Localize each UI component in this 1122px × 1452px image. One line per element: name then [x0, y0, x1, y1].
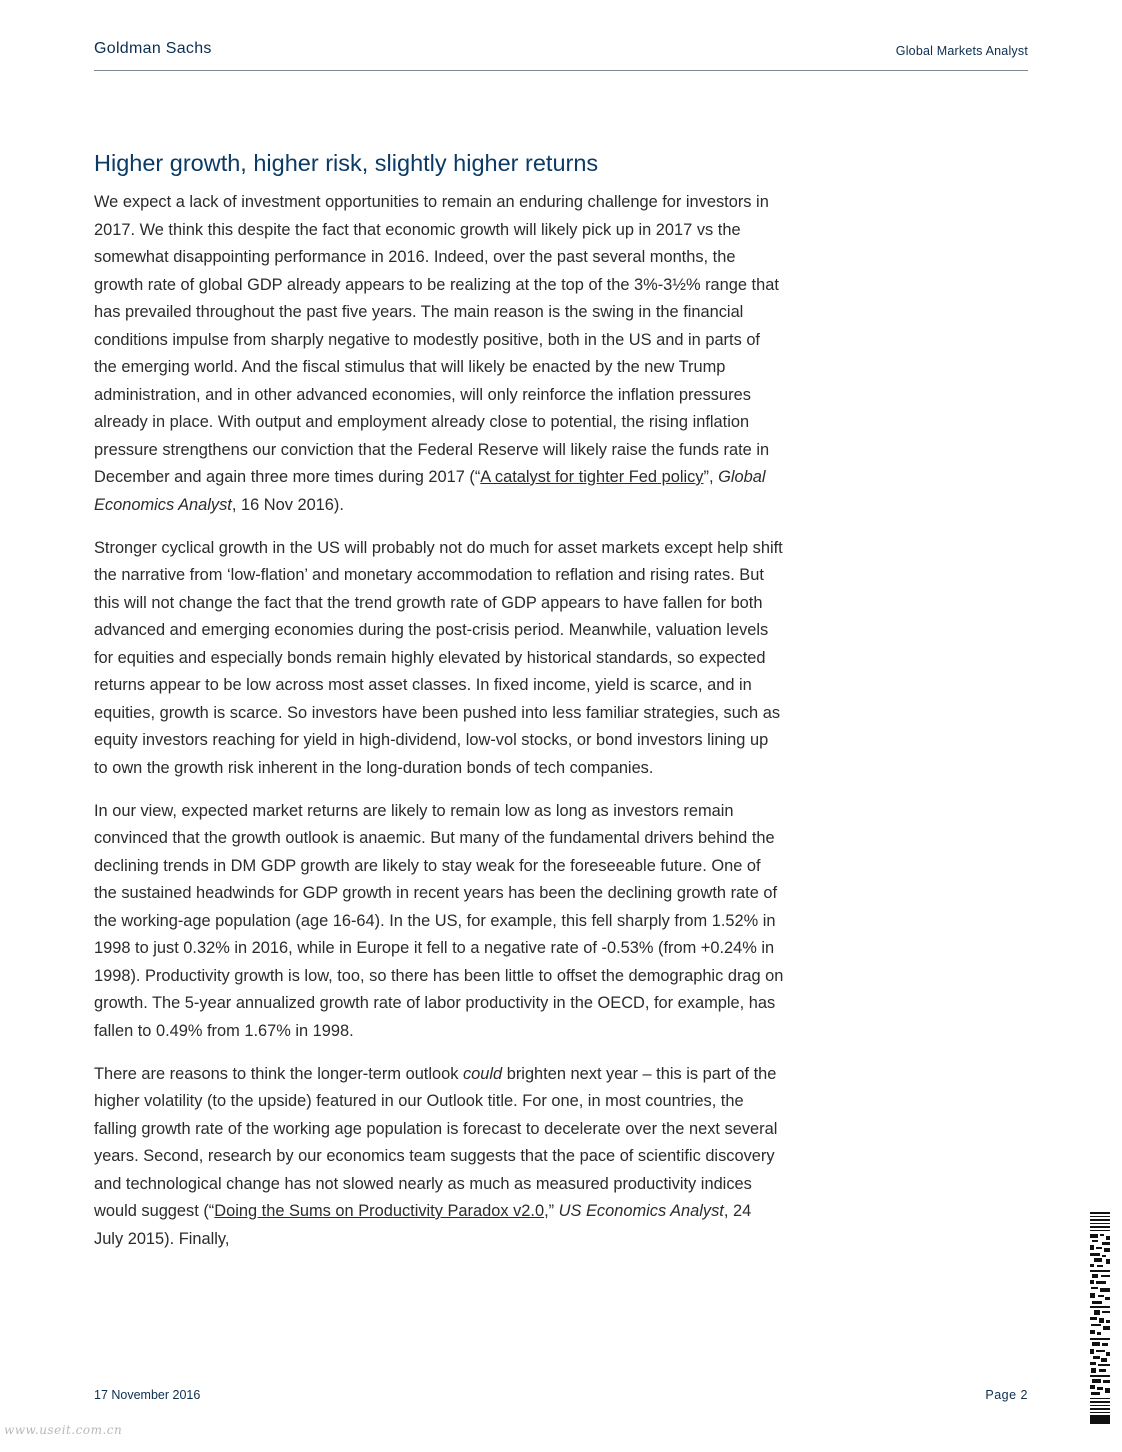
paragraph-1-mid: ”, — [703, 468, 719, 486]
paragraph-1-text: We expect a lack of investment opportunities to remain an enduring challenge for investors in 2017. We think this despite the fact that economic growth will likely pick up in 2017 vs the somewhat disappointing performance in 2016. Indeed, over the past several months, the growth rate of global GDP already appears to be realizing at the top of the 3%-3½% range that has prevailed throughout the past five years. The main reason is the swing in the financial conditions impulse from sharply negative to modestly positive, both in the US and in parts of the emerging world. And the fiscal stimulus that will likely be enacted by the new Trump administration, and in other advanced economies, will only reinforce the inflation pressures already in place. With output and employment already close to potential, the rising inflation pressure strengthens our conviction that the Federal Reserve will likely raise the funds rate in December and again three more times during 2017 (“ — [94, 193, 779, 486]
section-headline: Higher growth, higher risk, slightly higher returns — [94, 150, 599, 176]
barcode-icon — [1088, 1212, 1112, 1424]
fed-policy-link[interactable]: A catalyst for tighter Fed policy — [480, 468, 704, 486]
paragraph-4-emphasis: could — [462, 1064, 503, 1083]
paragraph-4-mid: ,” — [544, 1202, 559, 1220]
paragraph-4-source: US Economics Analyst — [558, 1202, 724, 1220]
page-header — [94, 38, 1028, 71]
productivity-paradox-link[interactable]: Doing the Sums on Productivity Paradox v2.0 — [214, 1202, 545, 1220]
paragraph-4-end: , 24 July 2015). Finally, — [94, 1202, 752, 1248]
paragraph-4-start: There are reasons to think the longer-term outlook — [94, 1064, 463, 1083]
footer-date: 17 November 2016 — [94, 1388, 201, 1402]
page-number: Page 2 — [985, 1388, 1028, 1402]
brand-name: Goldman Sachs — [94, 40, 212, 57]
watermark: www.useit.com.cn — [4, 1423, 123, 1437]
paragraph-1 — [94, 189, 784, 519]
paragraph-1-source: Global Economics Analyst — [94, 468, 766, 514]
paragraph-4-text: brighten next year – this is part of the higher volatility (to the upside) featured in our Outlook title. For one, in most countries, the falling growth rate of the working age population is forecast to decelerate over the next several years. Second, research by our economics team suggests that the pace of scientific discovery and technological change has not slowed nearly as much as measured productivity indices would suggest (“ — [94, 1064, 778, 1220]
paragraph-1-end: , 16 Nov 2016). — [231, 495, 344, 514]
paragraph-4 — [94, 1061, 784, 1254]
paragraph-2: Stronger cyclical growth in the US will probably not do much for asset markets except help shift the narrative from ‘low-flation’ and monetary accommodation to reflation and rising rates. But this will not change the fact that the trend growth rate of GDP appears to have fallen for both advanced and emerging economies during the post-crisis period. Meanwhile, valuation levels for equities and especially bonds remain highly elevated by historical standards, so expected returns appear to be low across most asset classes. In fixed income, yield is scarce, and in equities, growth is scarce. So investors have been pushed into less familiar strategies, such as equity investors reaching for yield in high-dividend, low-vol stocks, or bond investors lining up to own the growth risk inherent in the long-duration bonds of tech companies. — [94, 538, 783, 777]
article-body — [94, 189, 784, 1269]
paragraph-3: In our view, expected market returns are likely to remain low as long as investors remain convinced that the growth outlook is anaemic. But many of the fundamental drivers behind the declining trends in DM GDP growth are likely to stay weak for the foreseeable future. One of the sustained headwinds for GDP growth in recent years has been the declining growth rate of the working-age population (age 16-64). In the US, for example, this fell sharply from 1.52% in 1998 to just 0.32% in 2016, while in Europe it fell to a negative rate of -0.53% (from +0.24% in 1998). Productivity growth is low, too, so there has been little to offset the demographic drag on growth. The 5-year annualized growth rate of labor productivity in the OECD, for example, has fallen to 0.49% from 1.67% in 1998. — [94, 801, 784, 1040]
publication-title: Global Markets Analyst — [895, 44, 1028, 58]
